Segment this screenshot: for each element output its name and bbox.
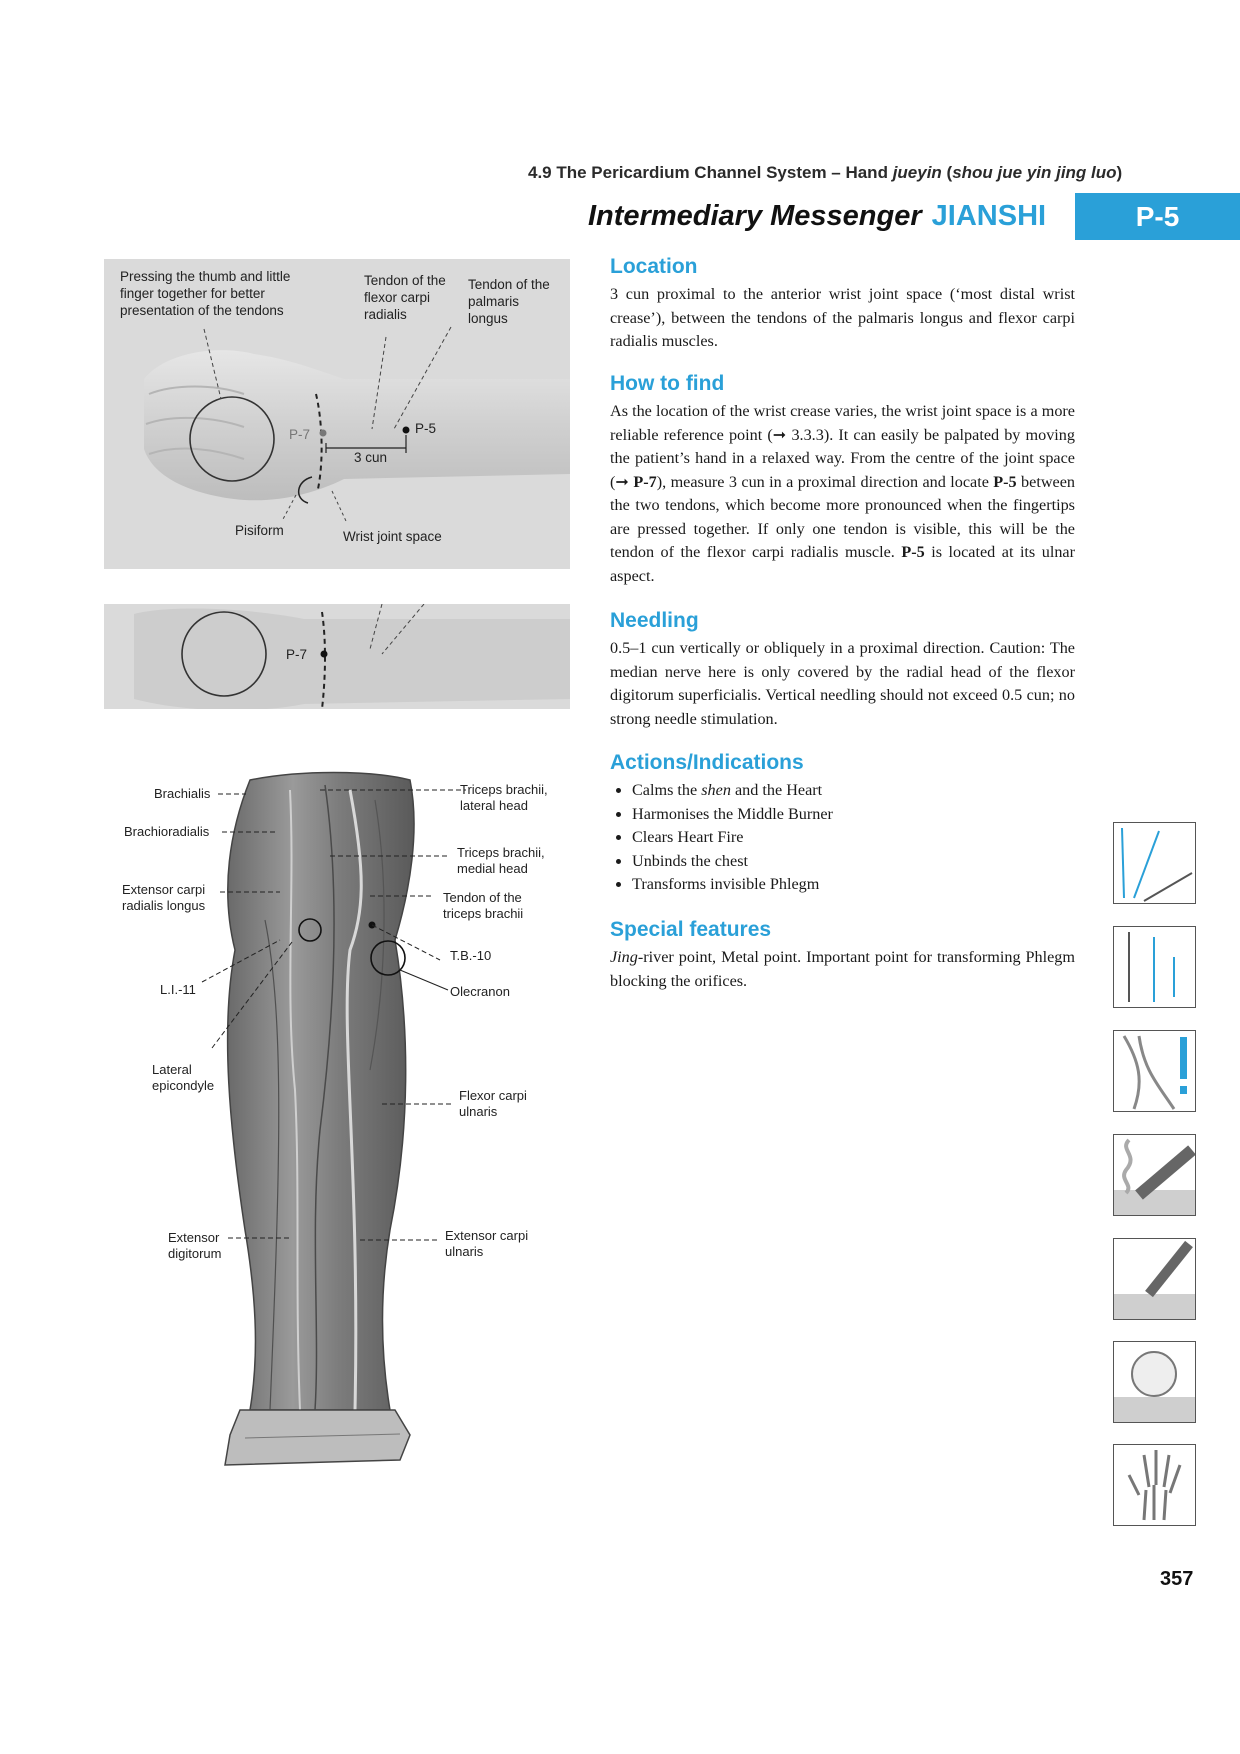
label-tendon-flexor-carpi-radialis: Tendon of the flexor carpi radialis — [364, 273, 446, 322]
needling-heading: Needling — [610, 609, 699, 632]
wrist-photo-detail — [104, 604, 570, 709]
running-head: 4.9 The Pericardium Channel System – Hand jueyin (shou jue yin jing luo) — [528, 163, 1123, 182]
list-item: • Unbinds the chest — [632, 850, 1075, 874]
list-item: • Calms the shen and the Heart — [632, 779, 1075, 803]
label-pisiform: Pisiform — [235, 523, 284, 538]
location-heading: Location — [610, 255, 698, 278]
needles-icon — [1113, 926, 1196, 1008]
cupping-icon — [1113, 1341, 1196, 1423]
label-flexor-carpi-ulnaris: Flexor carpi ulnaris — [459, 1088, 527, 1119]
how-to-find-heading: How to find — [610, 372, 725, 395]
actions-heading: Actions/Indications — [610, 751, 804, 774]
label-li11: L.I.-11 — [160, 982, 196, 997]
special-features-heading: Special features — [610, 918, 772, 941]
label-triceps-medial-head: Triceps brachii, medial head — [457, 845, 545, 876]
label-lateral-epicondyle: Lateral epicondyle — [152, 1062, 215, 1093]
vessel-warning-icon — [1113, 1030, 1196, 1112]
wrist-photo — [104, 259, 570, 569]
label-extensor-digitorum: Extensor digitorum — [168, 1230, 222, 1261]
label-olecranon: Olecranon — [450, 984, 510, 999]
location-text: 3 cun proximal to the anterior wrist joint space (‘most distal wrist crease’), between the tendons of the palmaris longus and flexor carpi radialis muscles. — [610, 285, 1075, 350]
actions-section — [610, 751, 1075, 897]
label-p7: P-7 — [289, 427, 311, 442]
hand-skeleton-icon — [1113, 1444, 1196, 1526]
list-item: • Clears Heart Fire — [632, 826, 1075, 850]
label-ecrl: Extensor carpi radialis longus — [122, 882, 206, 913]
how-to-find-text: As the location of the wrist crease varies, the wrist joint space is a more reliable reference point (➞ 3.3.3). It can easily be palpated by moving the patient’s hand in a relaxed way. From the centre of the joint space (➞ P-7), measure 3 cun in a proximal direction and locate P-5 between the two tendons, which become more pronounced when the fingertips are pressed together. If only one tendon is visible, this will be the tendon of the flexor carpi radialis muscle. P-5 is located at its ulnar aspect. — [610, 402, 1075, 585]
label-p5: P-5 — [415, 421, 437, 436]
wrist-detail-drawing — [104, 604, 570, 709]
point-code-badge: P-5 — [1075, 193, 1240, 240]
list-item: • Transforms invisible Phlegm — [632, 873, 1075, 897]
special-features-section — [610, 918, 1075, 993]
special-features-text: Jing-river point, Metal point. Important point for transforming Phlegm blocking the orifices. — [610, 948, 1075, 990]
point-pinyin: JIANSHI — [931, 200, 1047, 232]
label-p7-detail: P-7 — [286, 647, 308, 662]
label-tendon-palmaris-longus: Tendon of the palmaris longus — [468, 277, 550, 326]
label-triceps-tendon: Tendon of the triceps brachii — [443, 890, 524, 921]
forearm-anatomy-illustration — [110, 770, 580, 1480]
press-needle-icon — [1113, 1238, 1196, 1320]
label-brachialis: Brachialis — [154, 786, 211, 801]
how-to-find-section — [610, 372, 1075, 588]
moxibustion-icon — [1113, 1134, 1196, 1216]
list-item: • Harmonises the Middle Burner — [632, 803, 1075, 827]
label-tb10: T.B.-10 — [450, 948, 492, 963]
page-number: 357 — [1160, 1568, 1194, 1590]
location-section — [610, 255, 1075, 354]
needle-types-icon — [1113, 822, 1196, 904]
actions-list — [610, 779, 1075, 897]
label-brachioradialis: Brachioradialis — [124, 824, 210, 839]
needling-text: 0.5–1 cun vertically or obliquely in a proximal direction. Caution: The median nerve here is only covered by the radial head of the flexor digitorum superficialis. Vertical needling should not exceed 0.5 cun; no strong needle stimulation. — [610, 639, 1075, 728]
photo-caption: Pressing the thumb and little finger together for better presentation of the tendons — [120, 269, 291, 318]
needling-section — [610, 609, 1075, 731]
label-wrist-joint-space: Wrist joint space — [343, 529, 442, 544]
label-3-cun: 3 cun — [354, 450, 388, 465]
point-title — [588, 200, 1046, 233]
point-english-name: Intermediary Messenger — [588, 200, 922, 232]
label-extensor-carpi-ulnaris: Extensor carpi ulnaris — [445, 1228, 529, 1259]
label-triceps-lateral-head: Triceps brachii, lateral head — [460, 782, 548, 813]
